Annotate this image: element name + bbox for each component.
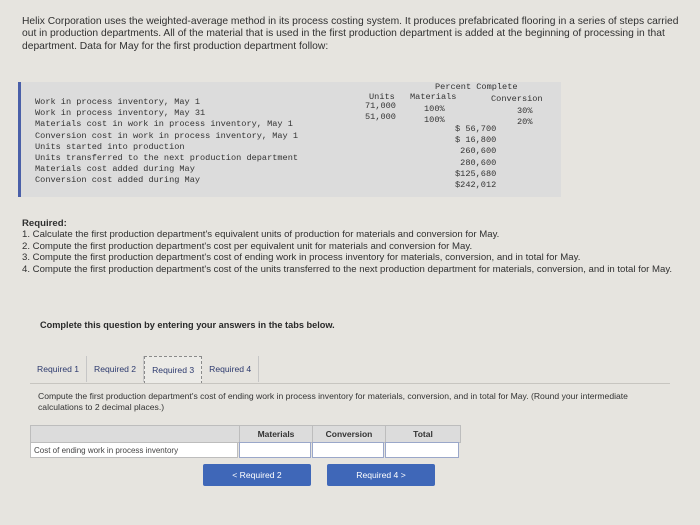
units-value: 51,000 [365,112,396,123]
header-materials: Materials [410,92,457,102]
conversion-pct-column [517,106,532,128]
row-label: Units started into production [35,141,185,152]
required-item: 4. Compute the first production department's cost of the units transferred to the next production department for materials, conversion, and in total for May. [22,263,673,275]
materials-input[interactable] [239,442,311,458]
answer-table [30,425,460,459]
materials-pct-value: 100% [424,104,445,114]
intro-text: Helix Corporation uses the weighted-average method in its process costing system. It produces prefabricated flooring in a series of steps carried out in production departments. All of the material that is used in the first production department is added at the beginning of processing in that department. Data for May for the first production department follow: [22,16,679,52]
row-label: Work in process inventory, May 1 [35,97,201,107]
next-required-button[interactable]: Required 4 > [327,464,435,486]
answer-header-materials: Materials [239,425,313,443]
instruction-text: Complete this question by entering your answers in the tabs below. [40,320,335,330]
tab-divider [30,383,670,384]
tab-required-3[interactable]: Required 3 [144,356,202,384]
answer-header-total: Total [385,425,461,443]
amount-value: 280,600 [460,157,497,168]
tab-required-2[interactable]: Required 2 [87,356,144,382]
required-item: 2. Compute the first production department's cost per equivalent unit for materials and conversion for May. [22,240,473,252]
required-section [22,218,682,275]
total-input[interactable] [385,442,459,458]
amount-value: 260,600 [460,146,497,157]
row-label: Materials cost added during May [35,164,195,175]
prev-required-button[interactable]: < Required 2 [203,464,311,486]
materials-pct-value: 100% [424,115,445,126]
units-column [365,101,396,123]
row-label: Conversion cost in work in process inventory, May 1 [35,130,299,141]
row-label: Units transferred to the next production department [35,153,299,164]
question-text: Compute the first production department's cost of ending work in process inventory for materials, conversion, and in total for May. (Round your intermediate calculations to 2 decimal places.) [38,391,628,412]
answer-row-label: Cost of ending work in process inventory [30,442,238,458]
header-conversion: Conversion [491,94,543,104]
answer-header-blank [30,425,240,443]
header-percent-complete: Percent Complete [435,82,518,92]
conversion-input[interactable] [312,442,384,458]
conversion-pct-value: 30% [517,106,533,116]
amount-value: $242,012 [455,180,497,191]
row-label: Materials cost in work in process inventory, May 1 [35,119,293,130]
tab-required-1[interactable]: Required 1 [30,356,87,382]
amount-value: $125,680 [455,168,497,179]
required-item: 3. Compute the first production department's cost of ending work in process inventory for materials, conversion, and in total for May. [22,252,581,264]
row-label: Conversion cost added during May [35,175,201,186]
conversion-pct-value: 20% [517,117,533,128]
row-labels [35,97,298,187]
header-units: Units [369,92,395,102]
materials-pct-column [424,104,445,126]
required-item: 1. Calculate the first production department's equivalent units of production for materials and conversion for May. [22,229,500,241]
tab-required-4[interactable]: Required 4 [202,356,259,382]
amount-value: $ 16,800 [455,135,497,146]
required-title: Required: [22,218,67,229]
amounts-column [455,124,496,191]
answer-header-conversion: Conversion [312,425,386,443]
row-label: Work in process inventory, May 31 [35,108,206,119]
tab-bar [30,356,259,382]
data-table [18,82,561,197]
amount-value: $ 56,700 [455,124,497,134]
units-value: 71,000 [365,101,396,111]
